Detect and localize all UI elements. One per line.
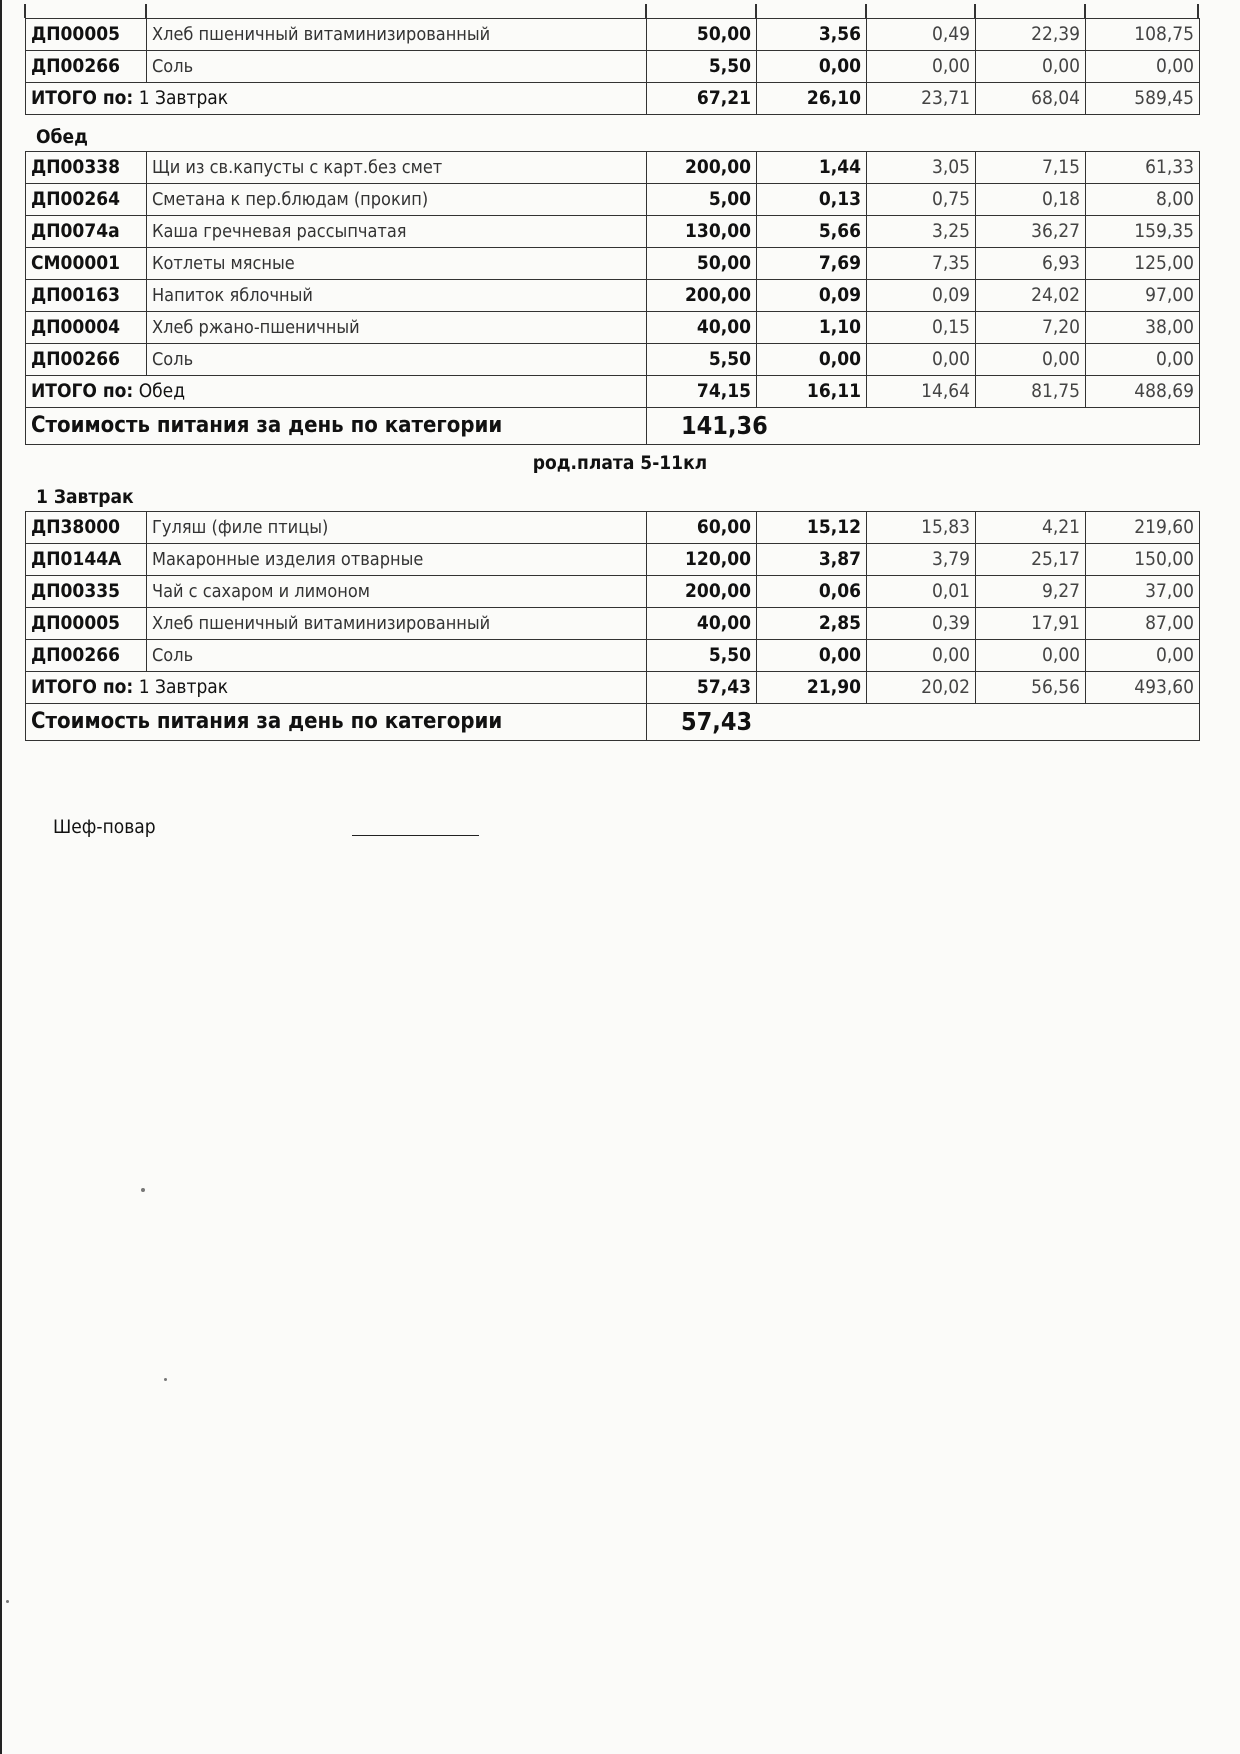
item-fat: 0,00: [867, 640, 976, 672]
item-protein: 0,13: [757, 184, 867, 216]
item-name: Соль: [147, 51, 647, 83]
item-name: Щи из св.капусты с карт.без смет: [147, 152, 647, 184]
item-code: ДП00338: [26, 152, 147, 184]
day-cost-row: [26, 704, 1200, 741]
table-row: [26, 184, 1200, 216]
item-code: ДП00005: [26, 608, 147, 640]
section-title-breakfast: 1 Завтрак: [36, 486, 134, 508]
item-code: ДП38000: [26, 512, 147, 544]
item-calories: 150,00: [1086, 544, 1200, 576]
item-carbs: 6,93: [976, 248, 1086, 280]
item-protein: 0,06: [757, 576, 867, 608]
table-row: [26, 19, 1200, 51]
item-code: ДП0074а: [26, 216, 147, 248]
item-protein: 2,85: [757, 608, 867, 640]
item-carbs: 7,20: [976, 312, 1086, 344]
item-calories: 8,00: [1086, 184, 1200, 216]
item-protein: 0,00: [757, 344, 867, 376]
item-weight: 40,00: [647, 312, 757, 344]
item-calories: 159,35: [1086, 216, 1200, 248]
item-carbs: 0,00: [976, 51, 1086, 83]
signature-line: [352, 835, 479, 836]
item-protein: 5,66: [757, 216, 867, 248]
item-carbs: 17,91: [976, 608, 1086, 640]
item-fat: 0,00: [867, 51, 976, 83]
item-calories: 108,75: [1086, 19, 1200, 51]
item-fat: 3,79: [867, 544, 976, 576]
item-name: Хлеб ржано-пшеничный: [147, 312, 647, 344]
table-row: [26, 280, 1200, 312]
item-protein: 1,10: [757, 312, 867, 344]
item-protein: 0,00: [757, 51, 867, 83]
item-carbs: 25,17: [976, 544, 1086, 576]
item-fat: 0,49: [867, 19, 976, 51]
item-name: Напиток яблочный: [147, 280, 647, 312]
total-row: ИТОГО по: 1 Завтрак 57,43 21,90 20,02 56,56 493,60: [26, 672, 1200, 704]
scan-speck: [6, 1600, 9, 1603]
table-row: [26, 216, 1200, 248]
table-row: [26, 512, 1200, 544]
item-fat: 0,09: [867, 280, 976, 312]
item-fat: 0,00: [867, 344, 976, 376]
item-weight: 50,00: [647, 19, 757, 51]
scan-left-edge: [0, 0, 2, 1754]
item-carbs: 0,00: [976, 640, 1086, 672]
item-protein: 15,12: [757, 512, 867, 544]
item-carbs: 36,27: [976, 216, 1086, 248]
item-name: Чай с сахаром и лимоном: [147, 576, 647, 608]
item-weight: 5,50: [647, 640, 757, 672]
item-code: СМ00001: [26, 248, 147, 280]
item-calories: 87,00: [1086, 608, 1200, 640]
item-protein: 3,87: [757, 544, 867, 576]
item-fat: 3,25: [867, 216, 976, 248]
day-cost-label: Стоимость питания за день по категории: [26, 408, 647, 445]
item-carbs: 9,27: [976, 576, 1086, 608]
day-cost-value: 57,43: [647, 704, 867, 741]
item-name: Гуляш (филе птицы): [147, 512, 647, 544]
item-carbs: 4,21: [976, 512, 1086, 544]
table-row: [26, 51, 1200, 83]
item-weight: 200,00: [647, 280, 757, 312]
item-code: ДП00266: [26, 640, 147, 672]
item-weight: 130,00: [647, 216, 757, 248]
item-calories: 37,00: [1086, 576, 1200, 608]
item-carbs: 22,39: [976, 19, 1086, 51]
category-heading: род.плата 5-11кл: [532, 452, 708, 474]
item-code: ДП00335: [26, 576, 147, 608]
item-carbs: 0,00: [976, 344, 1086, 376]
item-code: ДП00266: [26, 51, 147, 83]
item-fat: 0,39: [867, 608, 976, 640]
table-row: [26, 152, 1200, 184]
day-cost-label: Стоимость питания за день по категории: [26, 704, 647, 741]
item-weight: 40,00: [647, 608, 757, 640]
item-carbs: 7,15: [976, 152, 1086, 184]
item-code: ДП00004: [26, 312, 147, 344]
item-weight: 5,50: [647, 51, 757, 83]
section-title-lunch: Обед: [36, 126, 88, 148]
item-fat: 0,01: [867, 576, 976, 608]
item-carbs: 24,02: [976, 280, 1086, 312]
item-calories: 61,33: [1086, 152, 1200, 184]
item-fat: 0,75: [867, 184, 976, 216]
item-calories: 0,00: [1086, 344, 1200, 376]
table-row: [26, 576, 1200, 608]
day-cost-value: 141,36: [647, 408, 867, 445]
item-protein: 1,44: [757, 152, 867, 184]
item-name: Хлеб пшеничный витаминизированный: [147, 19, 647, 51]
item-name: Соль: [147, 640, 647, 672]
table-row: [26, 640, 1200, 672]
item-name: Котлеты мясные: [147, 248, 647, 280]
item-weight: 120,00: [647, 544, 757, 576]
item-weight: 200,00: [647, 576, 757, 608]
item-code: ДП00005: [26, 19, 147, 51]
scan-speck: [164, 1378, 167, 1381]
item-name: Сметана к пер.блюдам (прокип): [147, 184, 647, 216]
day-cost-row: [26, 408, 1200, 445]
item-code: ДП00266: [26, 344, 147, 376]
item-code: ДП0144А: [26, 544, 147, 576]
menu-table-breakfast: [25, 511, 1200, 741]
item-code: ДП00163: [26, 280, 147, 312]
item-code: ДП00264: [26, 184, 147, 216]
item-carbs: 0,18: [976, 184, 1086, 216]
total-row: ИТОГО по: Обед 74,15 16,11 14,64 81,75 488,69: [26, 376, 1200, 408]
item-protein: 3,56: [757, 19, 867, 51]
item-fat: 3,05: [867, 152, 976, 184]
table-row: [26, 312, 1200, 344]
item-name: Макаронные изделия отварные: [147, 544, 647, 576]
item-calories: 38,00: [1086, 312, 1200, 344]
menu-table-top: [25, 18, 1200, 115]
item-name: Соль: [147, 344, 647, 376]
scan-speck: [141, 1188, 145, 1192]
item-protein: 0,09: [757, 280, 867, 312]
item-weight: 200,00: [647, 152, 757, 184]
item-weight: 5,50: [647, 344, 757, 376]
item-weight: 5,00: [647, 184, 757, 216]
item-name: Хлеб пшеничный витаминизированный: [147, 608, 647, 640]
item-fat: 7,35: [867, 248, 976, 280]
item-calories: 0,00: [1086, 640, 1200, 672]
total-row: ИТОГО по: 1 Завтрак 67,21 26,10 23,71 68,04 589,45: [26, 83, 1200, 115]
item-calories: 97,00: [1086, 280, 1200, 312]
table-row: [26, 608, 1200, 640]
item-protein: 7,69: [757, 248, 867, 280]
item-name: Каша гречневая рассыпчатая: [147, 216, 647, 248]
table-row: [26, 248, 1200, 280]
table-row: [26, 544, 1200, 576]
table-top-stub: [25, 0, 1199, 18]
item-protein: 0,00: [757, 640, 867, 672]
item-calories: 219,60: [1086, 512, 1200, 544]
menu-table-lunch: [25, 151, 1200, 445]
item-fat: 15,83: [867, 512, 976, 544]
item-calories: 0,00: [1086, 51, 1200, 83]
item-fat: 0,15: [867, 312, 976, 344]
item-calories: 125,00: [1086, 248, 1200, 280]
signature-label: Шеф-повар: [53, 816, 156, 838]
item-weight: 60,00: [647, 512, 757, 544]
table-row: [26, 344, 1200, 376]
item-weight: 50,00: [647, 248, 757, 280]
